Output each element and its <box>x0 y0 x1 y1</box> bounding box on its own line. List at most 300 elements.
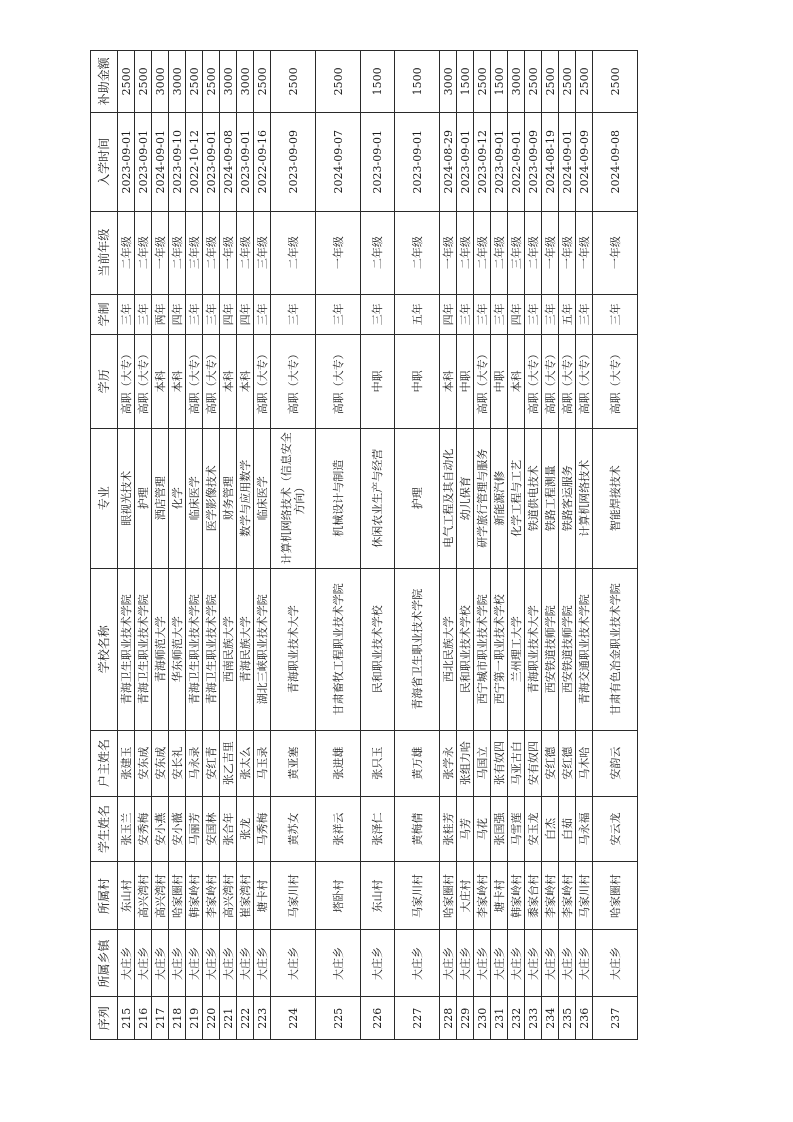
cell-enroll-date: 2024-09-01 <box>559 112 576 211</box>
cell-student-name: 张桂芳 <box>440 796 457 862</box>
cell-township: 大庄乡 <box>525 930 542 997</box>
cell-seq: 222 <box>237 997 254 1040</box>
cell-householder-name: 安红德 <box>559 730 576 796</box>
cell-duration: 三年 <box>203 294 220 334</box>
cell-householder-name: 安有奴四 <box>525 730 542 796</box>
header-township: 所属乡镇 <box>91 930 118 997</box>
cell-school-name: 西宁城市职业技术学院 <box>474 568 491 730</box>
cell-duration: 三年 <box>491 294 508 334</box>
cell-student-name: 安小燕 <box>152 796 169 862</box>
cell-major: 临床医学 <box>186 428 203 568</box>
cell-school-name: 青海职业技术大学 <box>525 568 542 730</box>
cell-township: 大庄乡 <box>135 930 152 997</box>
cell-enroll-date: 2024-09-08 <box>593 112 638 211</box>
cell-grade: 一年级 <box>440 211 457 294</box>
cell-householder-name: 马永录 <box>186 730 203 796</box>
cell-householder-name: 张只玉 <box>361 730 395 796</box>
cell-township: 大庄乡 <box>203 930 220 997</box>
cell-student-name: 安云龙 <box>593 796 638 862</box>
cell-major: 酒店管理 <box>152 428 169 568</box>
cell-school-name: 甘肃有色冶金职业技术学院 <box>593 568 638 730</box>
cell-subsidy-amount: 2500 <box>271 51 316 113</box>
cell-duration: 三年 <box>271 294 316 334</box>
cell-village: 李家岭村 <box>542 862 559 930</box>
cell-student-name: 马永福 <box>576 796 593 862</box>
cell-village: 高兴湾村 <box>135 862 152 930</box>
cell-major: 护理 <box>395 428 440 568</box>
cell-subsidy-amount: 3000 <box>508 51 525 113</box>
table-row <box>152 51 169 1040</box>
cell-education: 高职（大专） <box>316 335 361 429</box>
table-row <box>237 51 254 1040</box>
cell-enroll-date: 2023-09-01 <box>361 112 395 211</box>
table-row <box>457 51 474 1040</box>
cell-seq: 219 <box>186 997 203 1040</box>
cell-householder-name: 张有奴四 <box>491 730 508 796</box>
cell-major: 机械设计与制造 <box>316 428 361 568</box>
cell-grade: 二年级 <box>169 211 186 294</box>
cell-duration: 三年 <box>135 294 152 334</box>
cell-student-name: 安小薇 <box>169 796 186 862</box>
cell-seq: 218 <box>169 997 186 1040</box>
table-row <box>135 51 152 1040</box>
cell-duration: 三年 <box>316 294 361 334</box>
cell-education: 本科 <box>220 335 237 429</box>
table-row <box>508 51 525 1040</box>
cell-subsidy-amount: 1500 <box>491 51 508 113</box>
cell-village: 高兴湾村 <box>220 862 237 930</box>
cell-village: 马家川村 <box>576 862 593 930</box>
cell-school-name: 华东师范大学 <box>169 568 186 730</box>
cell-township: 大庄乡 <box>395 930 440 997</box>
cell-student-name: 张合年 <box>220 796 237 862</box>
cell-education: 本科 <box>440 335 457 429</box>
cell-township: 大庄乡 <box>440 930 457 997</box>
cell-township: 大庄乡 <box>457 930 474 997</box>
cell-householder-name: 黄亚塞 <box>271 730 316 796</box>
header-school-name: 学校名称 <box>91 568 118 730</box>
cell-education: 本科 <box>237 335 254 429</box>
table-row <box>395 51 440 1040</box>
cell-duration: 三年 <box>542 294 559 334</box>
cell-householder-name: 张建玉 <box>118 730 135 796</box>
cell-student-name: 黄苏女 <box>271 796 316 862</box>
cell-grade: 一年级 <box>542 211 559 294</box>
cell-duration: 三年 <box>525 294 542 334</box>
cell-student-name: 马秀梅 <box>254 796 271 862</box>
header-duration: 学制 <box>91 294 118 334</box>
cell-school-name: 民和职业技术学校 <box>457 568 474 730</box>
cell-school-name: 青海民族大学 <box>237 568 254 730</box>
cell-village: 哈家圈村 <box>593 862 638 930</box>
cell-duration: 三年 <box>576 294 593 334</box>
cell-duration: 五年 <box>559 294 576 334</box>
cell-duration: 三年 <box>361 294 395 334</box>
cell-village: 东山村 <box>361 862 395 930</box>
cell-seq: 228 <box>440 997 457 1040</box>
cell-major: 化学工程与工艺 <box>508 428 525 568</box>
cell-township: 大庄乡 <box>508 930 525 997</box>
cell-householder-name: 马国立 <box>474 730 491 796</box>
cell-school-name: 西宁第一职业技术学校 <box>491 568 508 730</box>
header-village: 所属村 <box>91 862 118 930</box>
cell-seq: 236 <box>576 997 593 1040</box>
cell-householder-name: 张组力哈 <box>457 730 474 796</box>
cell-education: 中职 <box>361 335 395 429</box>
cell-enroll-date: 2023-09-01 <box>395 112 440 211</box>
cell-education: 高职（大专） <box>559 335 576 429</box>
cell-student-name: 白茹 <box>559 796 576 862</box>
cell-seq: 224 <box>271 997 316 1040</box>
cell-subsidy-amount: 1500 <box>457 51 474 113</box>
cell-seq: 215 <box>118 997 135 1040</box>
cell-enroll-date: 2022-09-16 <box>254 112 271 211</box>
cell-enroll-date: 2023-09-12 <box>474 112 491 211</box>
cell-major: 化学 <box>169 428 186 568</box>
cell-enroll-date: 2023-09-09 <box>271 112 316 211</box>
table-row <box>593 51 638 1040</box>
cell-education: 中职 <box>395 335 440 429</box>
cell-education: 高职（大专） <box>593 335 638 429</box>
cell-subsidy-amount: 2500 <box>316 51 361 113</box>
cell-village: 韩家岭村 <box>508 862 525 930</box>
cell-major: 幼儿保育 <box>457 428 474 568</box>
cell-village: 塘卡村 <box>254 862 271 930</box>
table-row <box>440 51 457 1040</box>
cell-student-name: 安玉龙 <box>525 796 542 862</box>
cell-township: 大庄乡 <box>271 930 316 997</box>
cell-township: 大庄乡 <box>559 930 576 997</box>
cell-village: 李家岭村 <box>559 862 576 930</box>
cell-duration: 三年 <box>118 294 135 334</box>
cell-school-name: 青海卫生职业技术学院 <box>203 568 220 730</box>
cell-subsidy-amount: 2500 <box>559 51 576 113</box>
cell-major: 眼视光技术 <box>118 428 135 568</box>
table-row <box>118 51 135 1040</box>
cell-subsidy-amount: 1500 <box>395 51 440 113</box>
cell-enroll-date: 2024-09-07 <box>316 112 361 211</box>
cell-grade: 二年级 <box>395 211 440 294</box>
table-row <box>525 51 542 1040</box>
cell-student-name: 马雪莲 <box>508 796 525 862</box>
cell-subsidy-amount: 2500 <box>118 51 135 113</box>
cell-major: 医学影像技术 <box>203 428 220 568</box>
cell-major: 数学与应用数学 <box>237 428 254 568</box>
cell-seq: 233 <box>525 997 542 1040</box>
cell-grade: 二年级 <box>474 211 491 294</box>
cell-major: 铁路客运服务 <box>559 428 576 568</box>
cell-village: 李家岭村 <box>203 862 220 930</box>
header-subsidy-amount: 补助金额 <box>91 51 118 113</box>
cell-householder-name: 安红青 <box>203 730 220 796</box>
table-body <box>118 51 638 1040</box>
table-row <box>576 51 593 1040</box>
cell-seq: 237 <box>593 997 638 1040</box>
cell-subsidy-amount: 3000 <box>440 51 457 113</box>
cell-student-name: 马芳 <box>457 796 474 862</box>
cell-grade: 一年级 <box>220 211 237 294</box>
cell-householder-name: 张进雄 <box>316 730 361 796</box>
cell-grade: 一年级 <box>593 211 638 294</box>
cell-enroll-date: 2023-09-10 <box>169 112 186 211</box>
cell-subsidy-amount: 2500 <box>186 51 203 113</box>
cell-student-name: 张国强 <box>491 796 508 862</box>
cell-enroll-date: 2022-09-01 <box>508 112 525 211</box>
cell-school-name: 民和职业技术学校 <box>361 568 395 730</box>
cell-major: 财务管理 <box>220 428 237 568</box>
cell-student-name: 安国林 <box>203 796 220 862</box>
cell-village: 哈家圈村 <box>440 862 457 930</box>
cell-duration: 四年 <box>220 294 237 334</box>
cell-township: 大庄乡 <box>237 930 254 997</box>
cell-subsidy-amount: 3000 <box>220 51 237 113</box>
cell-enroll-date: 2024-09-09 <box>576 112 593 211</box>
cell-seq: 221 <box>220 997 237 1040</box>
subsidy-table <box>90 50 638 1040</box>
cell-education: 中职 <box>491 335 508 429</box>
cell-grade: 二年级 <box>271 211 316 294</box>
cell-seq: 226 <box>361 997 395 1040</box>
cell-seq: 229 <box>457 997 474 1040</box>
cell-enroll-date: 2023-09-01 <box>457 112 474 211</box>
cell-school-name: 西南民族大学 <box>220 568 237 730</box>
cell-village: 马家川村 <box>271 862 316 930</box>
cell-township: 大庄乡 <box>474 930 491 997</box>
cell-school-name: 青海师范大学 <box>152 568 169 730</box>
cell-duration: 三年 <box>457 294 474 334</box>
cell-major: 临床医学 <box>254 428 271 568</box>
header-row <box>91 51 118 1040</box>
cell-duration: 三年 <box>254 294 271 334</box>
cell-township: 大庄乡 <box>576 930 593 997</box>
cell-duration: 三年 <box>593 294 638 334</box>
cell-township: 大庄乡 <box>316 930 361 997</box>
cell-duration: 四年 <box>237 294 254 334</box>
table-row <box>316 51 361 1040</box>
cell-township: 大庄乡 <box>152 930 169 997</box>
cell-student-name: 黄梅倩 <box>395 796 440 862</box>
cell-seq: 232 <box>508 997 525 1040</box>
cell-education: 高职（大专） <box>203 335 220 429</box>
cell-township: 大庄乡 <box>542 930 559 997</box>
cell-education: 高职（大专） <box>135 335 152 429</box>
table-row <box>254 51 271 1040</box>
table-row <box>169 51 186 1040</box>
cell-major: 铁路工程测量 <box>542 428 559 568</box>
table-row <box>542 51 559 1040</box>
cell-subsidy-amount: 2500 <box>593 51 638 113</box>
cell-enroll-date: 2023-09-01 <box>203 112 220 211</box>
cell-householder-name: 黄万雄 <box>395 730 440 796</box>
cell-education: 高职（大专） <box>271 335 316 429</box>
cell-village: 东山村 <box>118 862 135 930</box>
cell-subsidy-amount: 2500 <box>135 51 152 113</box>
cell-major: 计算机网络技术（信息安全方向） <box>271 428 316 568</box>
cell-grade: 三年级 <box>508 211 525 294</box>
cell-enroll-date: 2023-09-01 <box>237 112 254 211</box>
cell-enroll-date: 2023-09-01 <box>491 112 508 211</box>
cell-student-name: 白杰 <box>542 796 559 862</box>
cell-subsidy-amount: 1500 <box>361 51 395 113</box>
cell-enroll-date: 2024-09-08 <box>220 112 237 211</box>
cell-education: 本科 <box>169 335 186 429</box>
cell-village: 韩家岭村 <box>186 862 203 930</box>
cell-grade: 三年级 <box>254 211 271 294</box>
table-row <box>220 51 237 1040</box>
cell-enroll-date: 2023-09-01 <box>118 112 135 211</box>
cell-grade: 二年级 <box>203 211 220 294</box>
cell-school-name: 青海卫生职业技术学院 <box>186 568 203 730</box>
cell-township: 大庄乡 <box>169 930 186 997</box>
cell-education: 高职（大专） <box>542 335 559 429</box>
cell-school-name: 西安铁道技师学院 <box>542 568 559 730</box>
cell-householder-name: 安韵云 <box>593 730 638 796</box>
cell-education: 高职（大专） <box>525 335 542 429</box>
cell-student-name: 张祥云 <box>316 796 361 862</box>
cell-grade: 三年级 <box>186 211 203 294</box>
cell-seq: 225 <box>316 997 361 1040</box>
cell-major: 电气工程及其自动化 <box>440 428 457 568</box>
cell-school-name: 兰州理工大学 <box>508 568 525 730</box>
cell-student-name: 马丽芳 <box>186 796 203 862</box>
cell-education: 本科 <box>508 335 525 429</box>
cell-township: 大庄乡 <box>491 930 508 997</box>
cell-seq: 227 <box>395 997 440 1040</box>
cell-grade: 二年级 <box>457 211 474 294</box>
cell-grade: 二年级 <box>525 211 542 294</box>
cell-grade: 一年级 <box>559 211 576 294</box>
table-row <box>361 51 395 1040</box>
header-education: 学历 <box>91 335 118 429</box>
cell-village: 李家岭村 <box>474 862 491 930</box>
cell-subsidy-amount: 3000 <box>152 51 169 113</box>
cell-grade: 二年级 <box>237 211 254 294</box>
cell-householder-name: 马亚古白 <box>508 730 525 796</box>
table-row <box>271 51 316 1040</box>
cell-student-name: 张泽仁 <box>361 796 395 862</box>
cell-duration: 三年 <box>474 294 491 334</box>
cell-householder-name: 安东成 <box>152 730 169 796</box>
header-seq: 序列 <box>91 997 118 1040</box>
header-student-name: 学生姓名 <box>91 796 118 862</box>
cell-seq: 220 <box>203 997 220 1040</box>
header-grade: 当前年级 <box>91 211 118 294</box>
cell-school-name: 湖北三峡职业技术学院 <box>254 568 271 730</box>
cell-enroll-date: 2023-09-01 <box>135 112 152 211</box>
cell-grade: 二年级 <box>135 211 152 294</box>
cell-enroll-date: 2022-10-12 <box>186 112 203 211</box>
cell-school-name: 西安铁道技师学院 <box>559 568 576 730</box>
cell-village: 崔家湾村 <box>237 862 254 930</box>
cell-major: 休闲农业生产与经营 <box>361 428 395 568</box>
cell-village: 高兴湾村 <box>152 862 169 930</box>
cell-subsidy-amount: 2500 <box>474 51 491 113</box>
table-row <box>559 51 576 1040</box>
cell-township: 大庄乡 <box>220 930 237 997</box>
cell-subsidy-amount: 2500 <box>203 51 220 113</box>
cell-subsidy-amount: 2500 <box>542 51 559 113</box>
cell-education: 高职（大专） <box>576 335 593 429</box>
cell-grade: 一年级 <box>152 211 169 294</box>
cell-householder-name: 张乙吉里 <box>220 730 237 796</box>
cell-major: 智能焊接技术 <box>593 428 638 568</box>
cell-seq: 234 <box>542 997 559 1040</box>
header-householder-name: 户主姓名 <box>91 730 118 796</box>
cell-duration: 三年 <box>186 294 203 334</box>
cell-duration: 四年 <box>169 294 186 334</box>
cell-township: 大庄乡 <box>593 930 638 997</box>
cell-village: 马家川村 <box>395 862 440 930</box>
cell-township: 大庄乡 <box>254 930 271 997</box>
cell-major: 新能源汽修 <box>491 428 508 568</box>
cell-seq: 230 <box>474 997 491 1040</box>
cell-subsidy-amount: 2500 <box>254 51 271 113</box>
cell-major: 护理 <box>135 428 152 568</box>
cell-township: 大庄乡 <box>186 930 203 997</box>
cell-education: 高职（大专） <box>474 335 491 429</box>
header-enroll-date: 入学时间 <box>91 112 118 211</box>
cell-school-name: 甘肃畜牧工程职业技术学院 <box>316 568 361 730</box>
cell-major: 计算机网络技术 <box>576 428 593 568</box>
cell-school-name: 西北民族大学 <box>440 568 457 730</box>
table-row <box>186 51 203 1040</box>
cell-grade: 二年级 <box>118 211 135 294</box>
cell-student-name: 张龙 <box>237 796 254 862</box>
cell-duration: 四年 <box>440 294 457 334</box>
cell-village: 塔卧村 <box>316 862 361 930</box>
cell-subsidy-amount: 3000 <box>169 51 186 113</box>
cell-education: 本科 <box>152 335 169 429</box>
cell-education: 高职（大专） <box>118 335 135 429</box>
cell-seq: 235 <box>559 997 576 1040</box>
cell-seq: 231 <box>491 997 508 1040</box>
cell-grade: 一年级 <box>316 211 361 294</box>
cell-householder-name: 安红德 <box>542 730 559 796</box>
cell-duration: 五年 <box>395 294 440 334</box>
cell-householder-name: 马木哈 <box>576 730 593 796</box>
cell-student-name: 马花 <box>474 796 491 862</box>
cell-education: 中职 <box>457 335 474 429</box>
cell-householder-name: 马玉录 <box>254 730 271 796</box>
table-row <box>203 51 220 1040</box>
cell-village: 黍家台村 <box>525 862 542 930</box>
cell-student-name: 张玉兰 <box>118 796 135 862</box>
cell-seq: 216 <box>135 997 152 1040</box>
cell-householder-name: 安东成 <box>135 730 152 796</box>
cell-grade: 二年级 <box>491 211 508 294</box>
cell-enroll-date: 2023-09-09 <box>525 112 542 211</box>
cell-householder-name: 安长礼 <box>169 730 186 796</box>
cell-village: 哈家圈村 <box>169 862 186 930</box>
cell-enroll-date: 2024-08-29 <box>440 112 457 211</box>
cell-householder-name: 张学永 <box>440 730 457 796</box>
cell-seq: 223 <box>254 997 271 1040</box>
cell-major: 铁道供电技术 <box>525 428 542 568</box>
cell-village: 塘卡村 <box>491 862 508 930</box>
cell-school-name: 青海职业技术大学 <box>271 568 316 730</box>
cell-seq: 217 <box>152 997 169 1040</box>
cell-enroll-date: 2024-08-19 <box>542 112 559 211</box>
cell-subsidy-amount: 2500 <box>576 51 593 113</box>
cell-school-name: 青海卫生职业技术学院 <box>135 568 152 730</box>
cell-grade: 二年级 <box>361 211 395 294</box>
cell-education: 高职（大专） <box>186 335 203 429</box>
cell-duration: 两年 <box>152 294 169 334</box>
cell-township: 大庄乡 <box>361 930 395 997</box>
table-row <box>474 51 491 1040</box>
cell-enroll-date: 2024-09-01 <box>152 112 169 211</box>
cell-township: 大庄乡 <box>118 930 135 997</box>
